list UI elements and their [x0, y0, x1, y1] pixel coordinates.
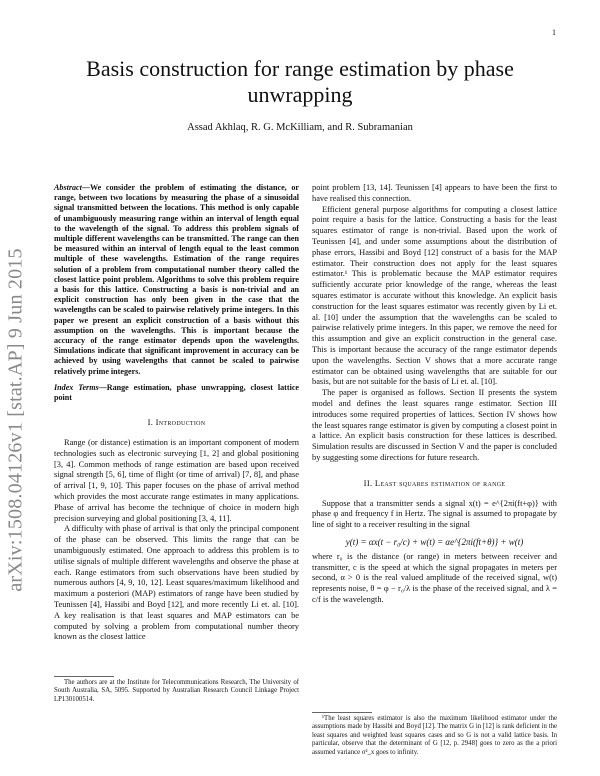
index-terms	[54, 383, 299, 403]
left-footnote-text: The authors are at the Institute for Telecommunications Research, The University of South Australia, SA, 5095. Supported by Australian Research Council Linkage Project LP130100514.	[54, 679, 299, 703]
intro-paragraph-4: The paper is organised as follows. Section II presents the system model and defines the least squares range estimator. Section III introduces some required properties of lattices. Section IV shows how the least squares range estimator is given by computing a closest point in a lattice. An explicit basis construction for these lattices is described. Simulation results are discussed in Section V and the paper is concluded by suggesting some directions for future research.	[312, 388, 557, 462]
intro-paragraph-2: A difficulty with phase of arrival is that only the principal component of the phase can be observed. This limits the range that can be unambiguously estimated. One approach to address this problem is to utilise signals of multiple different wavelengths and observe the phase at each. Range estimators from such observations have been studied by numerous authors [4, 9, 10, 12]. Least squares/maximum likelihood and maximum a posteriori (MAP) estimators of range have been studied by Teunissen [4], Hassibi and Boyd [12], and more recently Li et. al. [10]. A key realisation is that least squares and MAP estimators can be computed by solving a problem from computational number theory known as the closest lattice	[54, 524, 299, 642]
right-footnote	[312, 715, 557, 757]
intro-continuation: point problem [13, 14]. Teunissen [4] appears to have been the first to have realised this connection.	[312, 183, 557, 203]
right-column	[312, 183, 557, 606]
intro-paragraph-3: Efficient general purpose algorithms for computing a closest lattice point require a basis for the lattice. Constructing a basis for the least squares estimator of range is non-trivial. Based upon the work of Teunissen [4], and under some assumptions about the distribution of phase errors, Hassibi and Boyd [12] construct of a basis for the MAP estimator. Their construction does not apply for the least squares estimator.¹ This is problematic because the MAP estimator requires sufficiently accurate prior knowledge of the range, whereas the least squares estimator is accurate without this knowledge. An explicit basis construction for the least squares estimator was recently given by Li et. al. [10] under the assumption that the wavelengths can be scaled to pairwise relatively prime integers. In this paper, we remove the need for this assumption and give an explicit construction in the general case. This is important because the accuracy of the range estimator depends upon the wavelengths. Section V shows that a more accurate range estimator can be obtained using wavelengths that are suitable for our basis, but are not suitable for the basis of Li et. al. [10].	[312, 204, 557, 387]
paper-authors: Assad Akhlaq, R. G. McKilliam, and R. Subramanian	[187, 122, 413, 133]
left-footnote-rule	[54, 676, 114, 677]
left-footnote	[54, 679, 299, 704]
left-column	[54, 183, 299, 643]
section-heading-introduction: I. Introduction	[147, 417, 206, 428]
right-footnote-rule	[312, 712, 372, 713]
page-number: 1	[552, 28, 556, 37]
right-footnote-text: ¹The least squares estimator is also the maximum likelihood estimator under the assumptions made by Hassibi and Boyd [12]. The matrix G in [12] is rank deficient in the least squares and weighted least squares cases and so G is not a valid lattice basis. In particular, observe that the determinant of G [12, p. 2948] goes to zero as the a priori assumed variance σ²_x goes to infinity.	[312, 715, 557, 756]
index-terms-text: Range estimation, phase unwrapping, closest lattice point	[54, 382, 299, 403]
system-paragraph-2: where r₀ is the distance (or range) in meters between receiver and transmitter, c is the speed at which the signal propagates in meters per second, α > 0 is the real valued amplitude of the received signal, w(t) represents noise, θ = φ − r₀/λ is the phase of the received signal, and λ = c/f is the wavelength.	[312, 551, 557, 604]
arxiv-stamp	[2, 240, 30, 600]
abstract-text: We consider the problem of estimating the distance, or range, between two locations by measuring the phase of a sinusoidal signal transmitted between the locations. This method is only capable of unambiguously measuring range within an interval of length equal to the wavelength of the signal. To address this problem signals of multiple different wavelengths can be transmitted. The range can then be measured within an interval of length equal to the least common multiple of these wavelengths. Estimation of the range requires solution of a problem from computational number theory called the closest lattice point problem. Algorithms to solve this problem require a basis for this lattice. Constructing a basis is non-trivial and an explicit construction has only been given in the case that the wavelengths can be scaled to pairwise relatively prime integers. In this paper we present an explicit construction of a basis without this assumption on the wavelengths. This is important because the accuracy of the range estimator depends upon the wavelengths. Simulations indicate that significant improvement in accuracy can be achieved by using wavelengths that cannot be scaled to pairwise relatively prime integers.	[54, 183, 299, 376]
system-paragraph-1: Suppose that a transmitter sends a signal x(t) = e^{2πi(ft+φ)} with phase φ and frequency f in Hertz. The signal is assumed to propagate by line of sight to a receiver resulting in the signal	[312, 498, 557, 530]
signal-equation: y(t) = αx(t − r₀/c) + w(t) = αe^{2πi(ft+θ)} + w(t)	[345, 536, 524, 547]
paper-title: Basis construction for range estimation by phase unwrapping	[86, 56, 514, 107]
abstract	[54, 183, 299, 377]
arxiv-stamp-text: arXiv:1508.04126v1 [stat.AP] 9 Jun 2015	[4, 248, 27, 592]
intro-paragraph-1: Range (or distance) estimation is an important component of modern technologies such as electronic surveying [1, 2] and global positioning [3, 4]. Common methods of range estimation are based upon received signal strength [5, 6], time of flight (or time of arrival) [7, 8], and phase of arrival [1, 9, 10]. This paper focuses on the phase of arrival method which provides the most accurate range estimates in many applications. Phase of arrival has become the technique of choice in modern high precision surveying and global positioning [3, 4, 11].	[54, 438, 299, 523]
section-heading-least-squares: II. Least squares estimation of range	[363, 477, 506, 488]
index-terms-lead: Index Terms—	[54, 382, 107, 392]
abstract-lead: Abstract—	[54, 183, 90, 192]
